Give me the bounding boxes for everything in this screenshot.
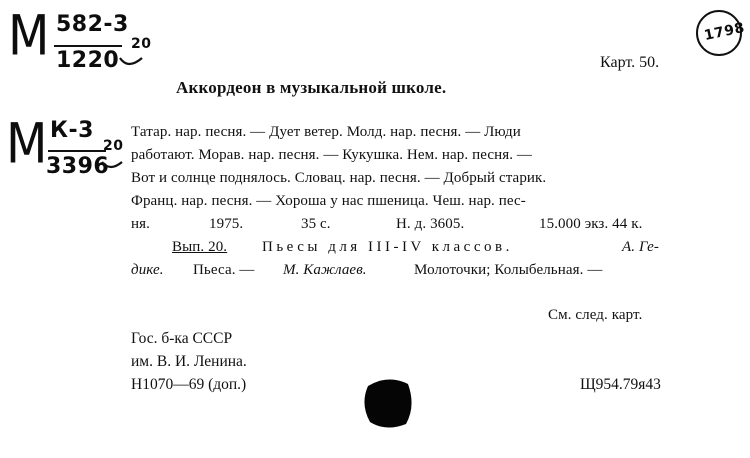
classification-code: Щ954.79я43 [580,376,661,393]
punch-hole [360,376,416,432]
print-run-price: 15.000 экз. 44 к. [539,216,643,232]
card-number: Карт. 50. [600,54,660,71]
shelf-mark-2-bottom: 3396 [46,154,110,179]
issue-number: Вып. 20. [172,239,228,255]
author-gedike-end: дике. [131,262,164,278]
fraction-line-1 [54,45,122,47]
pieces-list: Молоточки; Колыбельная. — [414,262,603,278]
publisher-number: Н. д. 3605. [396,216,465,232]
author-kazhlaev: М. Кажлаев. [283,262,367,278]
page-count: 35 с. [301,216,331,232]
shelf-mark-1-note: 20 [131,36,152,52]
shelf-mark-2-note: 20 [103,138,124,154]
library-line-2: им. В. И. Ленина. [131,353,247,370]
author-gedike-start: А. Ге- [622,239,660,255]
hand-stroke-1 [118,54,146,74]
body-line-3: Вот и солнце поднялось. Словац. нар. песня. — Добрый старик. [131,170,547,186]
book-title: Аккордеон в музыкальной школе. [176,78,447,97]
stamp-number: 1798 [702,19,747,45]
shelf-mark-1-bottom: 1220 [56,48,120,73]
shelf-letter-2: М [6,112,48,177]
shelf-mark-1-top: 582-3 [56,12,129,37]
library-line-1: Гос. б-ка СССР [131,330,233,347]
publication-year: 1975. [209,216,244,232]
hand-stroke-2 [100,158,126,176]
see-next-card: См. след. карт. [548,307,643,323]
issue-title: Пьесы для III-IV классов. [262,239,513,255]
body-line-5-start: ня. [131,216,150,232]
fraction-line-2 [48,150,106,152]
library-line-3: Н1070—69 (доп.) [131,376,247,393]
shelf-mark-2-top: К-3 [50,118,94,143]
piece-title: Пьеса. — [193,262,255,278]
shelf-letter-1: М [8,4,50,69]
body-line-1: Татар. нар. песня. — Дует ветер. Молд. нар. песня. — Люди [131,124,521,140]
body-line-4: Франц. нар. песня. — Хороша у нас пшеница. Чеш. нар. пес- [131,193,526,209]
body-line-2: работают. Морав. нар. песня. — Кукушка. Нем. нар. песня. — [131,147,533,163]
